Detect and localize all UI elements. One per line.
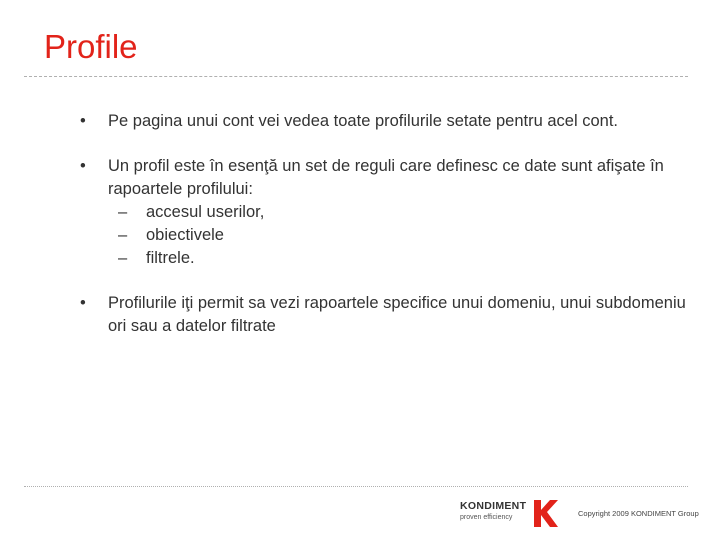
- bullet-symbol: •: [80, 157, 86, 175]
- sub-item: [118, 224, 690, 247]
- sub-list: [108, 201, 690, 270]
- sub-item: [118, 247, 690, 270]
- copyright-text: Copyright 2009 KONDIMENT Group: [578, 509, 699, 518]
- sub-symbol: –: [118, 226, 128, 244]
- title-divider: [24, 76, 688, 77]
- bullet-text: Un profil este în esenţă un set de reguli care definesc ce date sunt afişate în rapoartele profilului:: [108, 157, 664, 198]
- bullet-item: [80, 292, 690, 338]
- bullet-item: [80, 155, 690, 270]
- bullet-text: Profilurile iţi permit sa vezi rapoartele specifice unui domeniu, unui subdomeniu ori sau a datelor filtrate: [108, 294, 686, 335]
- bullet-text: Pe pagina unui cont vei vedea toate profilurile setate pentru acel cont.: [108, 112, 619, 130]
- slide-title: Profile: [44, 28, 138, 65]
- bullet-symbol: •: [80, 112, 86, 130]
- footer-divider: [24, 486, 688, 487]
- bullet-item: [80, 110, 690, 133]
- sub-text: accesul userilor,: [146, 203, 265, 221]
- logo-tagline: proven efficiency: [460, 514, 513, 521]
- sub-text: obiectivele: [146, 226, 224, 244]
- logo-name: KONDIMENT: [460, 500, 527, 512]
- sub-item: [118, 201, 690, 224]
- slide-content: [80, 110, 690, 360]
- sub-symbol: –: [118, 203, 128, 221]
- kondiment-logo: [460, 498, 560, 530]
- sub-symbol: –: [118, 249, 128, 267]
- bullet-symbol: •: [80, 294, 86, 312]
- logo-k-icon: [532, 498, 558, 528]
- sub-text: filtrele.: [146, 249, 195, 267]
